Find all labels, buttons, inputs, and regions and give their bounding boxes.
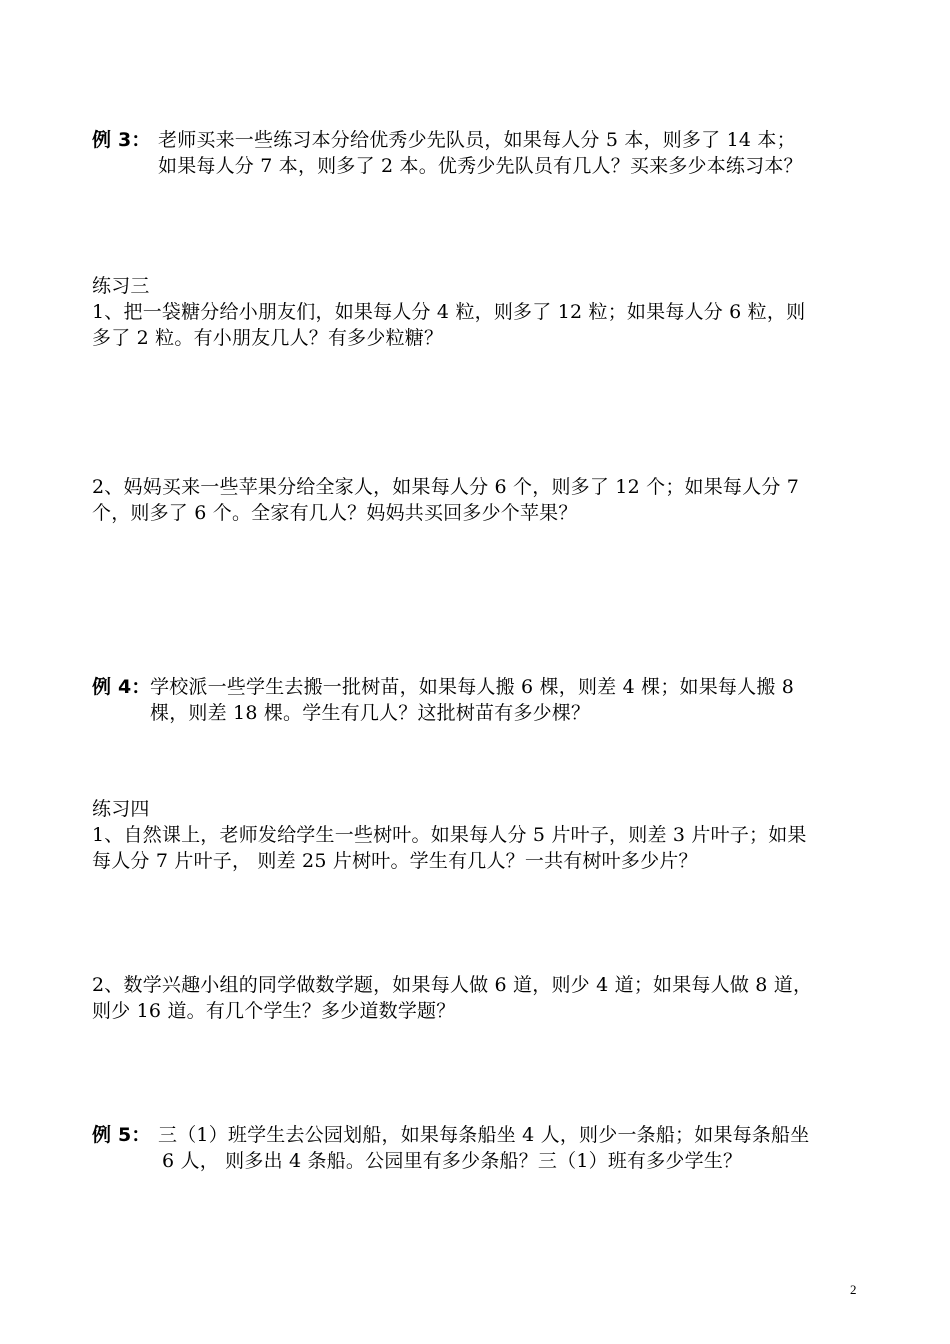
example-4-line-2: 棵，则差 18 棵。学生有几人？这批树苗有多少棵？	[150, 702, 591, 724]
example-3-line-2: 如果每人分 7 本，则多了 2 本。优秀少先队员有几人？买来多少本练习本？	[158, 155, 803, 177]
practice-4-heading: 练习四	[92, 798, 150, 820]
practice-4-q1-line-1: 1、自然课上，老师发给学生一些树叶。如果每人分 5 片叶子，则差 3 片叶子；如果	[92, 824, 807, 846]
page-number: 2	[850, 1282, 857, 1297]
practice-3-q1-line-1: 1、把一袋糖分给小朋友们，如果每人分 4 粒，则多了 12 粒；如果每人分 6 粒，则	[92, 301, 806, 323]
example-5-line-1: 三（1）班学生去公园划船，如果每条船坐 4 人，则少一条船；如果每条船坐	[158, 1124, 810, 1146]
practice-4-q2-line-1: 2、数学兴趣小组的同学做数学题，如果每人做 6 道，则少 4 道；如果每人做 8 道，	[92, 974, 813, 996]
example-4-line-1: 学校派一些学生去搬一批树苗，如果每人搬 6 棵，则差 4 棵；如果每人搬 8	[150, 676, 795, 698]
example-3-line-1: 老师买来一些练习本分给优秀少先队员，如果每人分 5 本，则多了 14 本；	[158, 129, 796, 151]
practice-4-q2-line-2: 则少 16 道。有几个学生？多少道数学题？	[92, 1000, 456, 1022]
practice-3-q1-line-2: 多了 2 粒。有小朋友几人？有多少粒糖？	[92, 327, 444, 349]
practice-3-q2-line-2: 个，则多了 6 个。全家有几人？妈妈共买回多少个苹果？	[92, 502, 578, 524]
example-4-label: 例 4：	[92, 676, 151, 698]
example-3-label: 例 3：	[92, 129, 151, 151]
example-5-line-2: 6 人， 则多出 4 条船。公园里有多少条船？三（1）班有多少学生？	[162, 1150, 743, 1172]
practice-3-heading: 练习三	[92, 275, 150, 297]
practice-4-q1-line-2: 每人分 7 片叶子， 则差 25 片树叶。学生有几人？一共有树叶多少片？	[92, 850, 698, 872]
practice-3-q2-line-1: 2、妈妈买来一些苹果分给全家人，如果每人分 6 个，则多了 12 个；如果每人分 7	[92, 476, 800, 498]
example-5-label: 例 5：	[92, 1124, 151, 1146]
